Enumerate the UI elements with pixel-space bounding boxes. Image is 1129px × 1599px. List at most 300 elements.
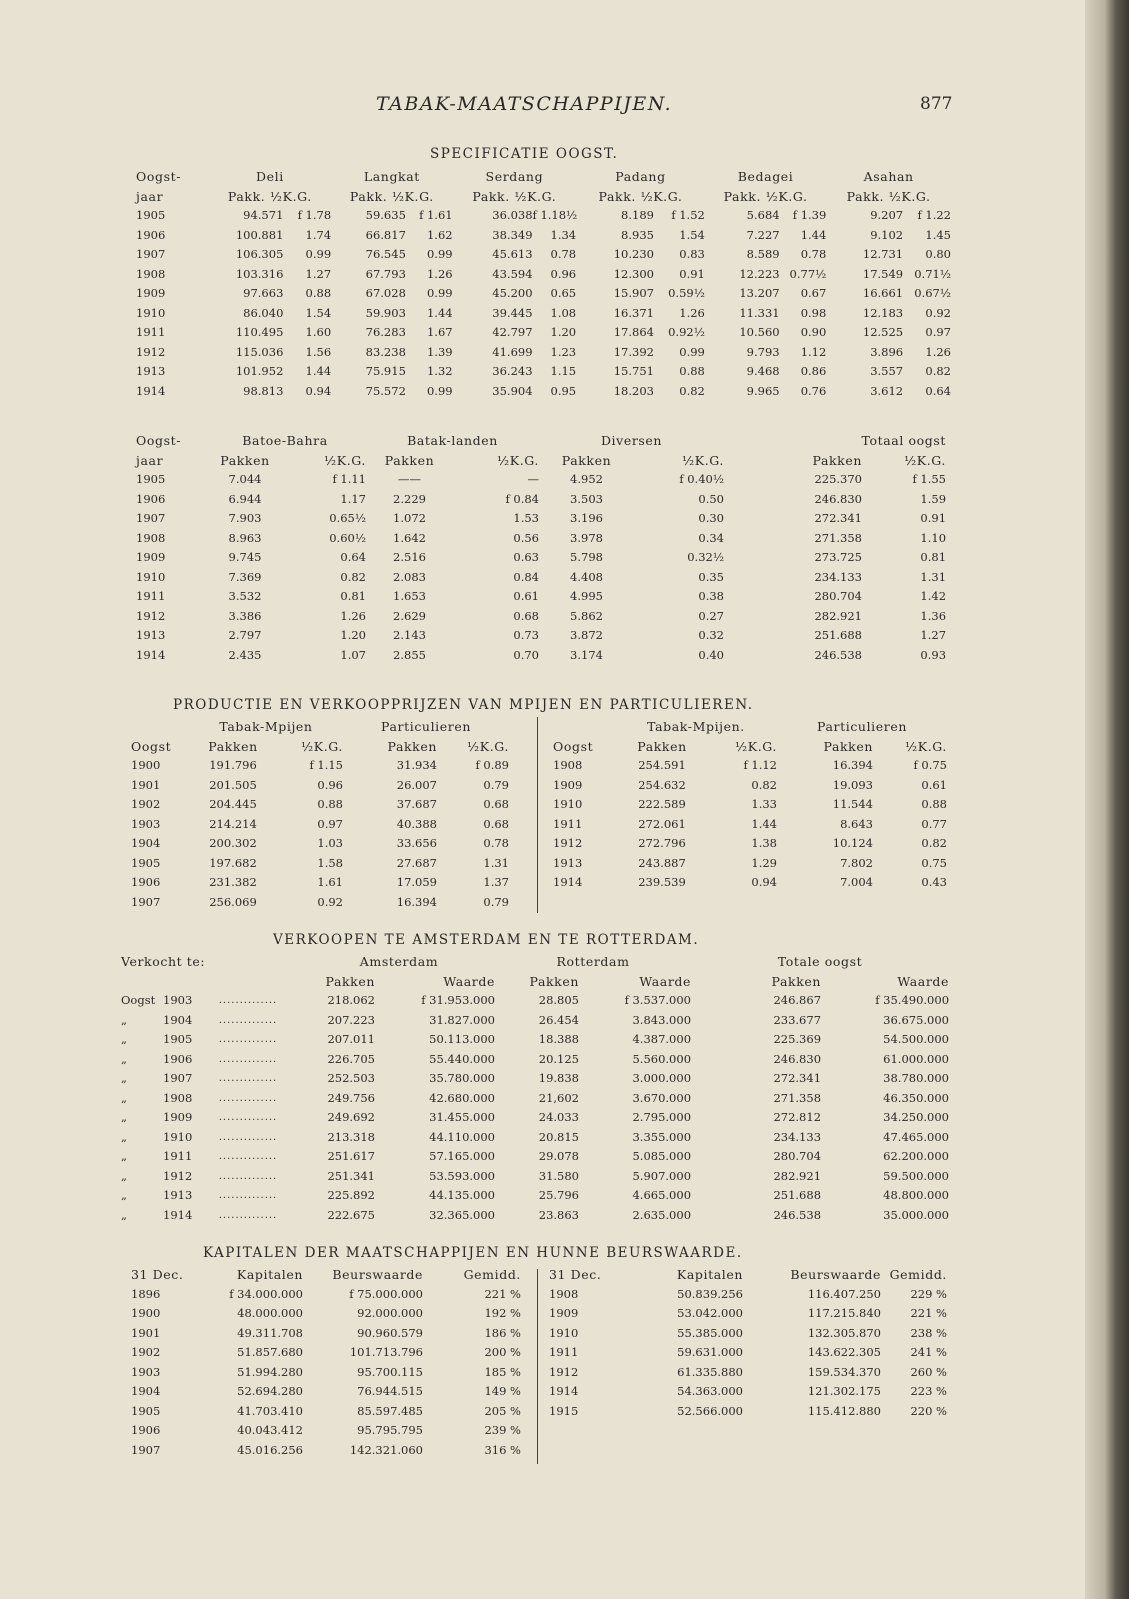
table-cell: 260 % (910, 1364, 947, 1379)
row-label-cell: „ (121, 1012, 127, 1027)
table-row (121, 1089, 949, 1109)
table-cell: 221 % (910, 1306, 947, 1320)
table-cell: 2.629 (393, 608, 426, 623)
table-cell: 1.03 (317, 836, 343, 850)
table-cell: 0.82 (679, 383, 705, 398)
row-label-cell: 1908 (136, 530, 166, 545)
row-label-cell: „ (121, 1188, 127, 1202)
table-cell: 3.196 (570, 511, 603, 525)
table-cell: 0.81 (920, 550, 947, 564)
row-label-cell: 1901 (131, 1325, 161, 1340)
table-cell: 49.311.708 (237, 1325, 303, 1340)
table-cell: 0.99 (426, 383, 453, 398)
table-cell: f 1.12 (743, 758, 777, 772)
table-cell: 36.675.000 (883, 1012, 950, 1027)
region-header: Batoe-Bahra (242, 433, 328, 448)
row-label-cell: 1910 (136, 305, 166, 320)
column-subheader: Pakk. ½K.G. (472, 188, 557, 204)
row-label-cell: 1905 (136, 472, 166, 486)
table-cell: 1.54 (679, 227, 705, 242)
table-cell: 12.300 (613, 266, 654, 281)
table-row (121, 1011, 949, 1031)
table-row (136, 646, 946, 666)
table-cell: 16.661 (862, 286, 904, 300)
table-cell: 38.780.000 (883, 1071, 950, 1085)
table-cell: 1905 (163, 1032, 193, 1046)
column-header: 31 Dec. (549, 1267, 602, 1282)
table-cell: f 1.15 (309, 758, 343, 772)
table-cell: 1.58 (317, 855, 343, 870)
region-header: Langkat (363, 169, 420, 184)
verkoopen-column-row (121, 972, 949, 992)
column-header: Oogst (131, 738, 172, 754)
table-cell: 191.796 (209, 758, 257, 772)
table-cell: 92.000.000 (357, 1306, 423, 1320)
table-cell: 0.91 (920, 511, 947, 525)
table-cell: 0.50 (698, 491, 724, 506)
table-cell: 1.44 (426, 305, 453, 320)
table-cell: 3.000.000 (632, 1071, 692, 1085)
table-cell: 7.903 (228, 511, 262, 525)
row-label-cell: 1915 (549, 1403, 579, 1418)
table-cell: 45.016.256 (237, 1442, 303, 1457)
table-cell: 246.538 (814, 647, 862, 662)
row-label-cell: 1909 (553, 777, 583, 792)
table-cell: 26.454 (538, 1012, 579, 1027)
table-cell: 50.113.000 (429, 1032, 495, 1046)
specificatie-subheader-row (136, 187, 951, 207)
table-cell: 12.525 (862, 325, 904, 339)
table-cell: 1.10 (920, 530, 947, 545)
table-cell: 222.589 (638, 797, 686, 811)
table-cell: 31.827.000 (429, 1012, 495, 1027)
row-label-cell: 1896 (131, 1286, 161, 1301)
kapitalen-table-left (131, 1265, 521, 1460)
table-cell: 106.305 (235, 247, 284, 261)
row-label-cell: 1905 (136, 208, 166, 222)
table-cell: 226.705 (327, 1051, 375, 1066)
group-header: Tabak-Mpijen. (647, 719, 745, 734)
productie-column-row (553, 737, 947, 757)
table-cell: 66.817 (365, 227, 406, 242)
region-header: Padang (615, 169, 666, 184)
productie-group-row (131, 717, 509, 737)
table-row (131, 815, 509, 835)
table-cell: 1.26 (679, 305, 705, 320)
table-cell: 1.31 (483, 855, 509, 870)
row-label-cell: 1906 (131, 1423, 161, 1437)
row-label-cell: 1902 (131, 797, 161, 811)
row-label-cell: „ (121, 1207, 127, 1222)
table-cell: 1.37 (483, 875, 509, 889)
table-row (553, 873, 947, 893)
table-cell: 1.34 (550, 227, 577, 242)
table-cell: 159.534.370 (807, 1364, 881, 1379)
table-cell: 52.566.000 (677, 1403, 743, 1418)
column-header: Pakken (208, 738, 258, 754)
table-cell: 8.935 (621, 227, 654, 242)
table-cell: 39.445 (492, 305, 533, 320)
table-cell: 0.65 (550, 286, 577, 300)
table-cell: 1.67 (426, 325, 453, 339)
table-cell: 1912 (163, 1168, 193, 1183)
table-row (549, 1324, 947, 1344)
leader-dots: .............. (218, 1014, 278, 1026)
table-cell: 23.863 (538, 1207, 579, 1222)
table-cell: 3.503 (570, 491, 603, 506)
column-divider (537, 717, 538, 913)
column-header: Gemidd. (463, 1267, 521, 1282)
table-cell: 35.780.000 (429, 1071, 495, 1085)
table-cell: 16.371 (613, 305, 654, 320)
table-cell: 1.38 (751, 836, 777, 850)
table-cell: f 31.953.000 (421, 993, 495, 1007)
table-cell: 1909 (163, 1110, 193, 1124)
table-row (549, 1363, 947, 1383)
table-cell: 0.64 (925, 383, 951, 398)
table-cell: 1.642 (393, 530, 426, 545)
column-subheader: Pakken (812, 452, 862, 468)
table-cell: 0.75 (921, 855, 947, 870)
region-header: Bedagei (737, 169, 794, 184)
table-cell: 0.88 (317, 797, 343, 811)
table-cell: 17.549 (862, 266, 904, 281)
row-label-cell: 1909 (549, 1306, 579, 1320)
specificatie-table-regions-1 (136, 167, 951, 401)
table-cell: 1906 (163, 1051, 193, 1066)
table-row (549, 1402, 947, 1422)
row-label-jaar: jaar (136, 188, 164, 204)
table-cell: 100.881 (235, 227, 284, 242)
specificatie-region-row (136, 431, 946, 451)
table-row (131, 1382, 521, 1402)
table-cell: 48.800.000 (883, 1188, 950, 1202)
table-cell: 1.61 (317, 875, 343, 889)
row-label-cell: 1905 (131, 855, 161, 870)
table-cell: 95.795.795 (357, 1423, 423, 1437)
table-cell: 0.32 (698, 628, 724, 642)
table-cell: 0.59½ (668, 286, 705, 300)
column-subheader: Pakken (561, 452, 612, 468)
table-cell: 59.500.000 (883, 1168, 950, 1183)
leader-dots: .............. (218, 1131, 278, 1143)
table-cell: 31.580 (538, 1168, 579, 1183)
table-cell: 251.341 (327, 1168, 375, 1183)
table-cell: 249.692 (327, 1110, 375, 1124)
table-cell: 18.388 (538, 1032, 579, 1046)
table-cell: 52.694.280 (237, 1384, 303, 1398)
column-header: Oogst (553, 738, 594, 754)
table-cell: 98.813 (243, 383, 284, 398)
column-subheader: ½K.G. (904, 452, 947, 468)
table-cell: 4.995 (570, 589, 603, 603)
table-cell: 51.857.680 (237, 1345, 303, 1359)
row-label-cell: 1900 (131, 758, 161, 772)
column-subheader: Pakk. ½K.G. (846, 188, 931, 204)
table-cell: —— (398, 472, 421, 486)
row-label-cell: Oogst (121, 993, 156, 1007)
productie-table-right (553, 717, 947, 893)
table-cell: 19.838 (538, 1071, 579, 1085)
table-row (553, 795, 947, 815)
table-cell: 3.386 (228, 608, 262, 623)
table-cell: 246.867 (773, 993, 822, 1007)
table-cell: 11.331 (739, 305, 780, 320)
row-label-cell: 1911 (549, 1345, 579, 1359)
row-label-cell: 1912 (136, 344, 166, 359)
row-label-cell: 1914 (136, 647, 166, 662)
table-cell: 0.61 (513, 589, 539, 603)
row-label-cell: 1904 (131, 836, 161, 850)
table-cell: 3.174 (570, 647, 603, 662)
table-cell: 1.07 (340, 647, 366, 662)
row-label-cell: 1906 (136, 227, 166, 242)
table-cell: 16.394 (832, 758, 873, 772)
column-header: Beurswaarde (790, 1267, 881, 1282)
table-cell: 1908 (163, 1090, 193, 1105)
table-cell: 1.53 (513, 511, 539, 525)
table-cell: 0.81 (340, 589, 366, 603)
table-cell: 0.82 (925, 364, 951, 378)
table-cell: 103.316 (235, 266, 284, 281)
kapitalen-column-row (549, 1265, 947, 1285)
table-cell: 2.229 (393, 491, 426, 506)
table-cell: f 0.89 (475, 758, 509, 772)
leader-dots: .............. (218, 1190, 278, 1201)
table-cell: 0.67½ (914, 286, 951, 300)
table-cell: 0.77½ (789, 266, 827, 281)
table-cell: 20.815 (538, 1129, 579, 1144)
table-cell: 94.571 (243, 208, 284, 222)
table-cell: 0.94 (305, 383, 332, 398)
table-cell: f 1.22 (917, 208, 951, 222)
table-cell: 2.516 (393, 550, 426, 564)
table-cell: 200 % (484, 1345, 521, 1359)
table-cell: 40.043.412 (237, 1423, 303, 1437)
group-header: Particulieren (381, 719, 471, 734)
row-label-cell: 1910 (553, 797, 583, 811)
table-cell: 8.589 (746, 247, 780, 261)
column-header: ½K.G. (905, 738, 947, 754)
table-cell: 5.684 (746, 208, 780, 222)
table-cell: 1.33 (751, 797, 777, 811)
table-cell: 59.635 (365, 208, 406, 222)
leader-dots: .............. (218, 1151, 278, 1162)
table-cell: 116.407.250 (807, 1286, 881, 1301)
table-cell: 239 % (484, 1423, 521, 1437)
table-cell: 214.214 (209, 816, 257, 831)
table-cell: 0.93 (920, 647, 947, 662)
table-cell: 200.302 (209, 836, 257, 850)
table-cell: 0.30 (698, 511, 724, 525)
table-cell: 5.085.000 (632, 1149, 692, 1163)
table-cell: 0.73 (513, 628, 539, 642)
table-cell: 0.82 (751, 777, 777, 792)
table-cell: 192 % (484, 1306, 521, 1320)
table-cell: 0.68 (483, 797, 509, 811)
table-cell: 231.382 (209, 875, 257, 889)
table-row (131, 1363, 521, 1383)
table-cell: 243.887 (638, 855, 686, 870)
table-cell: 32.365.000 (429, 1207, 495, 1222)
table-row (549, 1304, 947, 1324)
table-row (131, 834, 509, 854)
table-cell: 1.32 (426, 364, 453, 378)
table-row (121, 1206, 949, 1226)
table-cell: 10.124 (832, 836, 873, 850)
table-cell: 1.26 (925, 344, 951, 359)
region-header: Diversen (600, 433, 663, 448)
table-row (131, 873, 509, 893)
row-label-cell: 1914 (549, 1384, 579, 1398)
table-cell: 0.97 (317, 816, 343, 831)
table-cell: 271.358 (814, 530, 862, 545)
table-cell: 8.963 (228, 530, 262, 545)
table-cell: 2.797 (228, 628, 262, 642)
column-header: Kapitalen (676, 1267, 743, 1282)
table-cell: 5.862 (570, 608, 603, 623)
row-label-cell: 1913 (136, 364, 166, 378)
column-header: ½K.G. (735, 738, 777, 754)
table-cell: 3.978 (570, 530, 603, 545)
table-row (136, 304, 951, 324)
table-cell: 280.704 (814, 589, 862, 603)
row-label-cell: „ (121, 1129, 127, 1144)
table-cell: 27.687 (396, 855, 437, 870)
row-label-cell: 1913 (553, 855, 583, 870)
table-cell: 0.99 (426, 286, 453, 300)
table-row (121, 1030, 949, 1050)
specificatie-region-row (136, 167, 951, 187)
table-cell: 2.143 (393, 628, 426, 642)
table-row (121, 1128, 949, 1148)
table-cell: 15.751 (613, 364, 654, 378)
table-cell: 21,602 (538, 1090, 579, 1105)
table-cell: 110.495 (235, 325, 284, 339)
row-label-cell: 1914 (553, 875, 583, 889)
table-cell: 1.31 (920, 569, 947, 584)
table-cell: 1.62 (426, 227, 453, 242)
table-cell: 46.350.000 (883, 1090, 950, 1105)
column-header: Waarde (443, 973, 495, 989)
table-row (131, 1402, 521, 1422)
column-header: Pakken (771, 973, 822, 989)
column-header: Pakken (637, 738, 687, 754)
row-label-cell: „ (121, 1168, 127, 1183)
table-cell: 1.20 (340, 628, 366, 642)
table-cell: 3.355.000 (632, 1129, 692, 1144)
table-cell: 1.12 (800, 344, 827, 359)
table-cell: 75.915 (365, 364, 406, 378)
table-cell: 234.133 (814, 569, 862, 584)
table-cell: 201.505 (209, 777, 257, 792)
table-cell: 1.59 (920, 491, 947, 506)
table-cell: 1.15 (550, 364, 577, 378)
table-cell: 42.797 (492, 325, 533, 339)
table-cell: 18.203 (613, 383, 654, 398)
table-cell: 55.385.000 (677, 1325, 743, 1340)
table-cell: 53.593.000 (429, 1168, 495, 1183)
table-row (131, 795, 509, 815)
table-cell: 225.892 (327, 1188, 375, 1202)
row-label-cell: 1908 (136, 266, 166, 281)
row-label-cell: „ (121, 1110, 127, 1124)
table-row (136, 568, 946, 588)
table-cell: 207.223 (327, 1012, 375, 1027)
row-label-oogst: Oogst- (136, 433, 182, 448)
table-cell: 67.028 (365, 286, 406, 300)
table-cell: 0.82 (921, 836, 947, 850)
table-cell: 50.839.256 (677, 1286, 743, 1301)
table-cell: 229 % (910, 1286, 947, 1301)
row-label-cell: 1905 (131, 1403, 161, 1418)
table-cell: 1910 (163, 1129, 193, 1144)
book-binding-shadow (1085, 0, 1129, 1599)
column-header: Pakken (325, 973, 375, 989)
table-row (136, 323, 951, 343)
table-cell: 221 % (484, 1286, 521, 1301)
table-cell: 19.093 (832, 777, 873, 792)
table-cell: 115.412.880 (807, 1403, 881, 1418)
column-header: ½K.G. (467, 738, 509, 754)
table-cell: 54.363.000 (677, 1384, 743, 1398)
table-cell: 204.445 (209, 797, 257, 811)
table-cell: 55.440.000 (429, 1051, 495, 1066)
productie-column-row (131, 737, 509, 757)
table-cell: 0.60½ (329, 530, 366, 545)
productie-table-left (131, 717, 509, 912)
table-cell: 3.872 (570, 628, 603, 642)
table-cell: — (527, 472, 539, 486)
table-row (553, 834, 947, 854)
table-cell: 3.670.000 (632, 1090, 692, 1105)
table-cell: 1.44 (305, 364, 332, 378)
table-row (131, 1421, 521, 1441)
table-row (121, 1167, 949, 1187)
table-row (136, 245, 951, 265)
leader-dots: .............. (218, 1034, 278, 1045)
table-cell: f 75.000.000 (349, 1286, 423, 1301)
table-cell: 3.532 (228, 589, 262, 603)
leader-dots: .............. (218, 995, 278, 1006)
table-cell: 51.994.280 (237, 1364, 303, 1379)
table-cell: 38.349 (492, 227, 533, 242)
column-header: Waarde (897, 973, 950, 989)
table-cell: 185 % (484, 1364, 521, 1379)
column-subheader: Pakken (220, 452, 270, 468)
table-cell: 10.560 (739, 325, 780, 339)
table-row (121, 1186, 949, 1206)
table-cell: 225.370 (814, 472, 862, 486)
table-cell: 1.74 (305, 227, 332, 242)
table-cell: 76.944.515 (357, 1384, 423, 1398)
table-cell: 31.934 (396, 758, 437, 772)
table-cell: 0.91 (679, 266, 705, 281)
table-cell: 1.17 (340, 491, 366, 506)
table-cell: 36.038 (492, 208, 533, 222)
table-cell: 254.591 (638, 758, 686, 772)
table-cell: 1.42 (920, 589, 947, 603)
table-cell: 222.675 (327, 1207, 375, 1222)
table-row (131, 893, 509, 913)
region-header: Deli (255, 169, 284, 184)
row-label-cell: 1913 (136, 628, 166, 642)
table-cell: 0.90 (800, 325, 827, 339)
column-header: Gemidd. (889, 1267, 947, 1282)
table-row (136, 343, 951, 363)
table-cell: 44.135.000 (429, 1188, 495, 1202)
productie-group-row (553, 717, 947, 737)
